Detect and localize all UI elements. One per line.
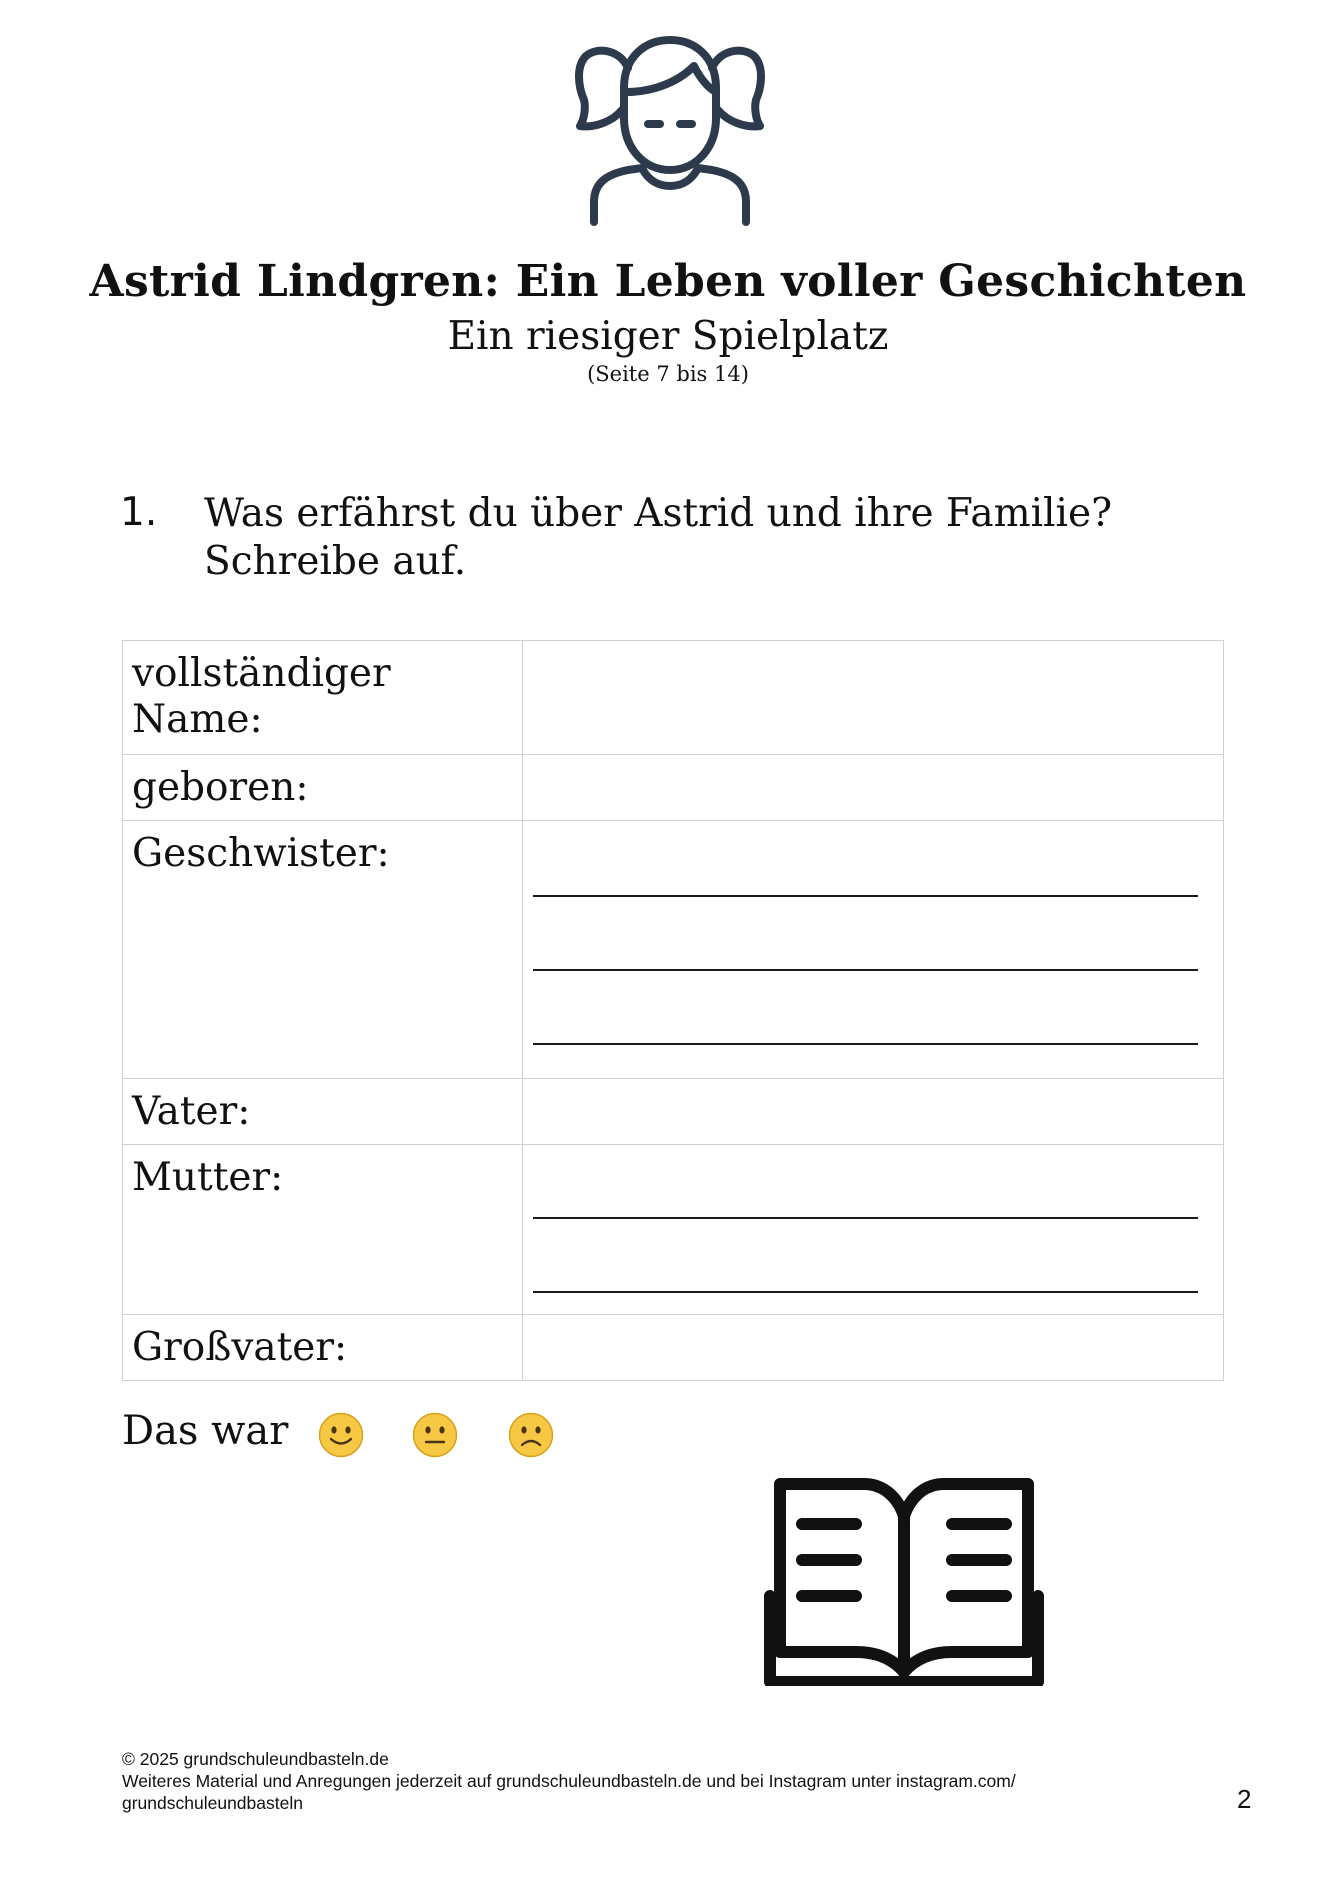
row-label — [123, 641, 523, 755]
table-row — [123, 821, 1224, 1079]
sad-face-icon[interactable] — [508, 1412, 554, 1458]
footer-instagram-handle: grundschuleundbasteln — [122, 1793, 303, 1813]
rating-label: Das war — [122, 1408, 289, 1454]
task-number: 1. — [120, 490, 158, 535]
footer-info-text: Weiteres Material und Anregungen jederzeit auf grundschuleundbasteln.de und bei Instagram unter instagram.com/ — [122, 1771, 1016, 1791]
girl-icon — [572, 26, 768, 226]
footer — [122, 1748, 1122, 1814]
task-directive: Schreibe auf. — [204, 539, 467, 584]
full-name-answer-field[interactable] — [523, 641, 1224, 755]
table-row — [123, 641, 1224, 755]
table-row — [123, 1315, 1224, 1381]
worksheet-subtitle: Ein riesiger Spielplatz — [447, 314, 889, 359]
table-row — [123, 755, 1224, 821]
copyright-text: © 2025 grundschuleundbasteln.de — [122, 1749, 389, 1769]
writing-line — [533, 1043, 1198, 1045]
writing-line — [533, 895, 1198, 897]
task-instruction — [204, 490, 1214, 586]
writing-line — [533, 969, 1198, 971]
father-answer-field[interactable] — [523, 1079, 1224, 1145]
row-label-line: Mutter: — [132, 1155, 284, 1200]
writing-line — [533, 1217, 1198, 1219]
task-question: Was erfährst du über Astrid und ihre Familie? — [204, 491, 1112, 536]
row-label-line: Vater: — [132, 1089, 251, 1134]
mother-answer-field[interactable] — [523, 1145, 1224, 1315]
grandfather-answer-field[interactable] — [523, 1315, 1224, 1381]
row-label — [123, 1315, 523, 1381]
table-row — [123, 1079, 1224, 1145]
row-label — [123, 755, 523, 821]
worksheet-title: Astrid Lindgren: Ein Leben voller Geschichten — [89, 256, 1247, 307]
open-book-icon — [764, 1476, 1044, 1686]
page-number: 2 — [1237, 1784, 1252, 1814]
family-info-table — [122, 640, 1224, 1381]
page-range: (Seite 7 bis 14) — [587, 362, 749, 386]
row-label-line: Name: — [132, 697, 263, 742]
happy-face-icon[interactable] — [318, 1412, 364, 1458]
writing-line — [533, 1291, 1198, 1293]
row-label-line: geboren: — [132, 765, 309, 810]
row-label — [123, 1079, 523, 1145]
table-row — [123, 1145, 1224, 1315]
row-label-line: Geschwister: — [132, 831, 390, 876]
row-label — [123, 821, 523, 1079]
row-label-line: vollständiger — [132, 651, 391, 696]
row-label — [123, 1145, 523, 1315]
born-answer-field[interactable] — [523, 755, 1224, 821]
neutral-face-icon[interactable] — [412, 1412, 458, 1458]
siblings-answer-field[interactable] — [523, 821, 1224, 1079]
row-label-line: Großvater: — [132, 1325, 348, 1370]
